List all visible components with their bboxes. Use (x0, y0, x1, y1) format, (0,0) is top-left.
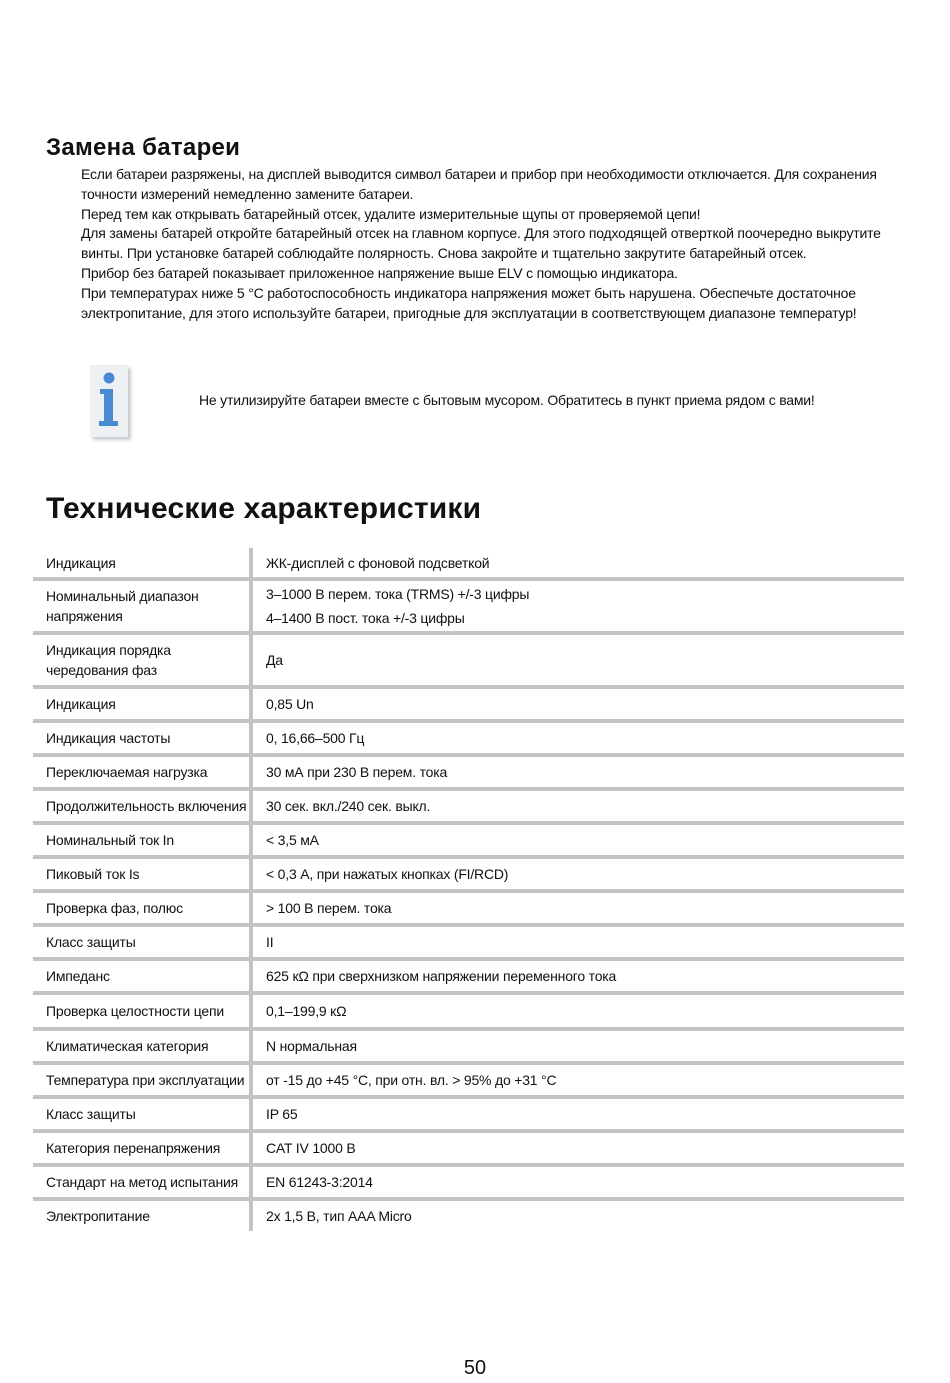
table-row (33, 825, 904, 859)
spec-value (253, 825, 904, 855)
table-row (33, 791, 904, 825)
table-row (33, 1099, 904, 1133)
spec-value-line: CAT IV 1000 В (266, 1140, 356, 1156)
spec-label (33, 581, 253, 631)
spec-label-text: Импеданс (46, 968, 110, 984)
table-row (33, 893, 904, 927)
table-row (33, 581, 904, 635)
spec-label-text: Номинальный ток In (46, 832, 174, 848)
table-row (33, 859, 904, 893)
spec-value (253, 1031, 904, 1061)
spec-value (253, 1133, 904, 1163)
spec-value-line: < 0,3 А, при нажатых кнопках (FI/RCD) (266, 866, 509, 882)
table-row (33, 689, 904, 723)
spec-label-text: Индикация (46, 554, 116, 571)
paragraph: Прибор без батарей показывает приложенное напряжение выше ELV с помощью индикатора. (81, 264, 678, 281)
spec-label (33, 893, 253, 923)
table-row (33, 635, 904, 689)
spec-label (33, 723, 253, 753)
spec-label-text: Продолжительность включения (46, 798, 247, 814)
spec-label (33, 689, 253, 719)
spec-label-text: Электропитание (46, 1208, 150, 1224)
spec-label (33, 1133, 253, 1163)
paragraph: Перед тем как открывать батарейный отсек, удалите измерительные щупы от проверяемой цепи! (81, 205, 701, 222)
table-row (33, 961, 904, 995)
spec-value (253, 548, 904, 577)
spec-value (253, 1065, 904, 1095)
spec-value-line: EN 61243-3:2014 (266, 1174, 373, 1190)
spec-label-text: Индикация (46, 696, 116, 712)
spec-label (33, 859, 253, 889)
battery-section-title: Замена батареи (46, 134, 241, 161)
spec-label (33, 1031, 253, 1061)
spec-label (33, 995, 253, 1027)
spec-label-text: Индикация частоты (46, 730, 171, 746)
spec-value-line: 0,85 Un (266, 696, 314, 712)
spec-value (253, 995, 904, 1027)
spec-value-line: Да (266, 652, 283, 668)
paragraph: Для замены батарей откройте батарейный отсек на главном корпусе. Для этого подходящей отверткой поочередно выкрутите винты. При установке батарей соблюдайте полярность. Снова закройте и тщательно закрутите батарейный отсек. (81, 225, 881, 262)
spec-value (253, 1167, 904, 1197)
spec-value-line: 30 сек. вкл./240 сек. выкл. (266, 798, 431, 814)
spec-value (253, 961, 904, 991)
spec-label (33, 927, 253, 957)
spec-label-text: Категория перенапряжения (46, 1140, 221, 1156)
spec-value (253, 635, 904, 685)
spec-value-line: > 100 В перем. тока (266, 900, 392, 916)
spec-value-line: ЖК-дисплей с фоновой подсветкой (266, 554, 490, 571)
table-row (33, 1201, 904, 1231)
table-row (33, 927, 904, 961)
table-row (33, 995, 904, 1031)
spec-value-line: 2x 1,5 В, тип AAA Micro (266, 1208, 412, 1224)
disposal-note: Не утилизируйте батареи вместе с бытовым мусором. Обратитесь в пункт приема рядом с вами! (199, 392, 815, 408)
table-row (33, 757, 904, 791)
spec-value-line: 4–1400 В пост. тока +/-3 цифры (266, 610, 465, 626)
table-row (33, 1133, 904, 1167)
spec-value-line: II (266, 934, 274, 950)
spec-value (253, 893, 904, 923)
spec-label (33, 548, 253, 577)
spec-label-text: Стандарт на метод испытания (46, 1174, 239, 1190)
spec-label (33, 961, 253, 991)
spec-value-line: 0, 16,66–500 Гц (266, 730, 365, 746)
spec-value (253, 757, 904, 787)
spec-label-text: Проверка целостности цепи (46, 1003, 224, 1019)
table-row (33, 1065, 904, 1099)
info-icon (90, 365, 128, 437)
spec-value (253, 581, 904, 631)
spec-label-text: Климатическая категория (46, 1038, 209, 1054)
spec-label-text: Переключаемая нагрузка (46, 764, 208, 780)
spec-label-text: Класс защиты (46, 934, 136, 950)
spec-label (33, 791, 253, 821)
specs-section-title: Технические характеристики (46, 492, 482, 525)
spec-value-line: N нормальная (266, 1038, 357, 1054)
spec-value (253, 1201, 904, 1231)
table-row (33, 1031, 904, 1065)
spec-value-line: 0,1–199,9 кΩ (266, 1003, 347, 1019)
spec-label (33, 757, 253, 787)
paragraph: Если батареи разряжены, на дисплей выводится символ батареи и прибор при необходимости отключается. Для сохранения точности измерений немедленно замените батареи. (81, 166, 877, 202)
table-row (33, 548, 904, 581)
spec-value (253, 859, 904, 889)
page-number: 50 (463, 1357, 487, 1379)
spec-label-text: Индикация порядка чередования фаз (46, 642, 171, 678)
spec-label (33, 1201, 253, 1231)
spec-label-text: Пиковый ток Is (46, 866, 140, 882)
spec-label-text: Номинальный диапазон напряжения (46, 588, 199, 624)
spec-value-line: IP 65 (266, 1106, 298, 1122)
spec-value (253, 927, 904, 957)
spec-label (33, 825, 253, 855)
spec-value-line: < 3,5 мА (266, 832, 319, 848)
spec-value (253, 689, 904, 719)
battery-instructions (81, 165, 911, 323)
table-row (33, 1167, 904, 1201)
spec-label-text: Проверка фаз, полюс (46, 900, 183, 916)
spec-value-line: 3–1000 В перем. тока (TRMS) +/-3 цифры (266, 586, 530, 602)
table-row (33, 723, 904, 757)
spec-label-text: Температура при эксплуатации (46, 1072, 245, 1088)
spec-label (33, 635, 253, 685)
spec-value (253, 791, 904, 821)
spec-label (33, 1065, 253, 1095)
specs-table (33, 548, 904, 1231)
paragraph: При температурах ниже 5 °C работоспособность индикатора напряжения может быть нарушена. Обеспечьте достаточное электропитание, для этого используйте батареи, пригодные для эксплуатации в соответствующем диапазоне температур! (81, 284, 857, 321)
spec-value (253, 1099, 904, 1129)
spec-value (253, 723, 904, 753)
spec-value-line: 30 мА при 230 В перем. тока (266, 764, 448, 780)
spec-value-line: 625 кΩ при сверхнизком напряжении переменного тока (266, 968, 617, 984)
spec-label (33, 1099, 253, 1129)
spec-label (33, 1167, 253, 1197)
spec-value-line: от -15 до +45 °C, при отн. вл. > 95% до +31 °C (266, 1072, 557, 1088)
spec-label-text: Класс защиты (46, 1106, 136, 1122)
